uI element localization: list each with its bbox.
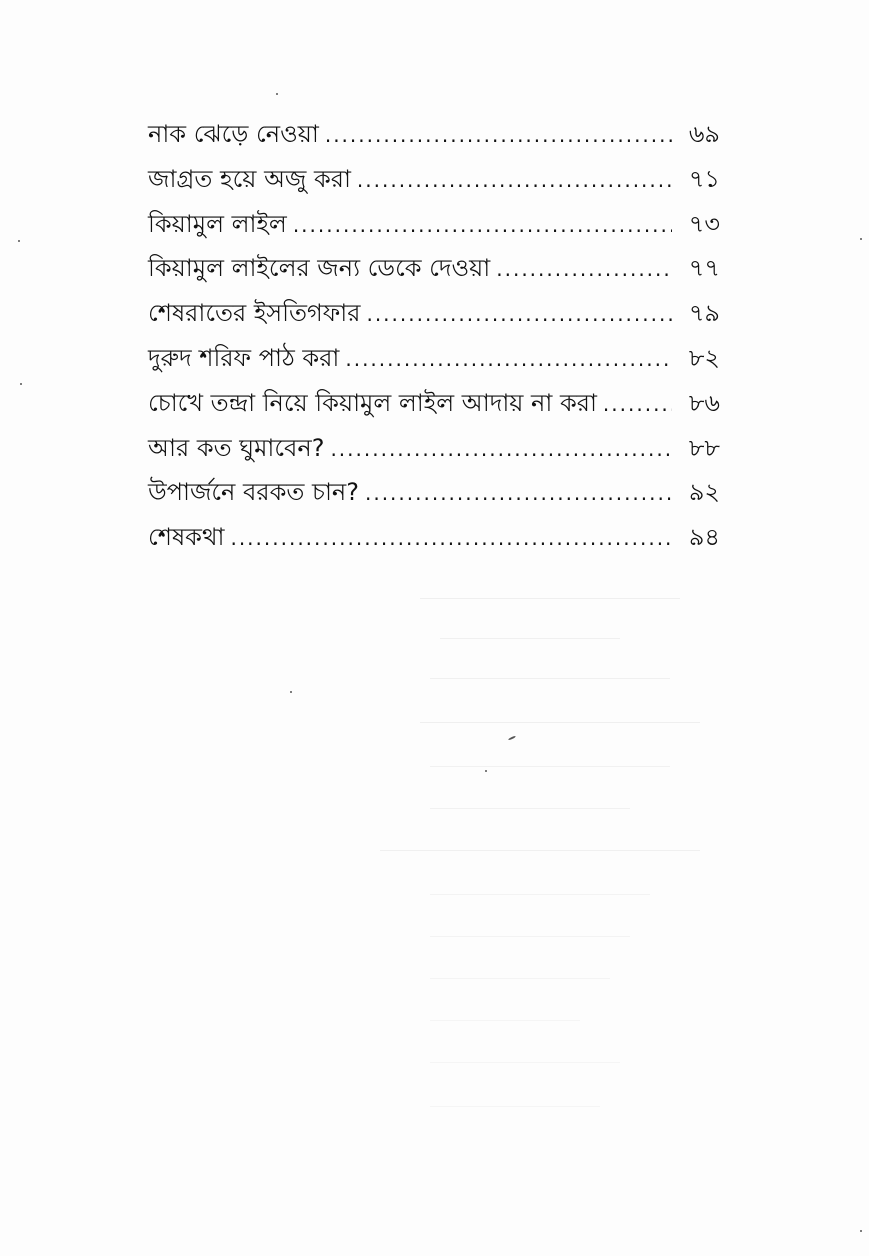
- dot-leader: [496, 247, 672, 292]
- toc-entry-page-number: ৮৮: [688, 433, 720, 462]
- dot-leader: [325, 113, 672, 158]
- dust-speck: [860, 1230, 862, 1232]
- dust-speck: [485, 770, 487, 772]
- dot-leader: [603, 382, 672, 427]
- toc-entry-title: আর কত ঘুমাবেন?: [148, 433, 325, 462]
- toc-entry-page-number: ৭৩: [688, 209, 720, 238]
- bleed-through-mark: [430, 798, 630, 809]
- bleed-through-mark: [430, 1010, 580, 1021]
- bleed-through-mark: [440, 628, 620, 639]
- dust-speck: [276, 93, 278, 95]
- toc-entry-title: কিয়ামুল লাইলের জন্য ডেকে দেওয়া: [148, 254, 491, 283]
- dot-leader: [330, 427, 672, 472]
- dot-leader: [230, 516, 672, 561]
- dot-leader: [293, 203, 672, 248]
- toc-entry-page-number: ৯২: [688, 478, 720, 507]
- toc-entry-title: কিয়ামুল লাইল: [148, 209, 287, 238]
- bleed-through-mark: [430, 926, 630, 937]
- toc-entry-title: শেষকথা: [148, 523, 225, 552]
- toc-entry-page-number: ৭৯: [688, 299, 720, 328]
- bleed-through-mark: [430, 1052, 620, 1063]
- toc-entry-title: জাগ্রত হয়ে অজু করা: [148, 164, 351, 193]
- dot-leader: [365, 471, 672, 516]
- dot-leader: [345, 337, 672, 382]
- toc-entry: [148, 336, 720, 381]
- bleed-through-mark: [430, 756, 670, 767]
- dust-speck: [290, 691, 292, 693]
- toc-entry: [148, 515, 720, 560]
- bleed-through-mark: [420, 712, 700, 723]
- toc-entry-title: শেষরাতের ইসতিগফার: [148, 299, 361, 328]
- toc-entry-page-number: ৮২: [688, 343, 720, 372]
- toc-entry-title: চোখে তন্দ্রা নিয়ে কিয়ামুল লাইল আদায় না করা: [148, 388, 597, 417]
- dot-leader: [357, 158, 672, 203]
- toc-entry-page-number: ৭৭: [688, 254, 720, 283]
- bleed-through-mark: [430, 1096, 600, 1107]
- toc-entry-page-number: ৭১: [688, 164, 720, 193]
- bleed-through-mark: [430, 668, 670, 679]
- toc-entry: [148, 426, 720, 471]
- toc-entry: [148, 246, 720, 291]
- dust-speck: [20, 383, 22, 385]
- dust-speck: [508, 735, 516, 740]
- dot-leader: [366, 292, 672, 337]
- toc-entry-title: নাক ঝেড়ে নেওয়া: [148, 120, 319, 148]
- bleed-through-mark: [430, 884, 650, 895]
- toc-entry-page-number: ৯৪: [688, 523, 720, 552]
- toc-entry-title: উপার্জনে বরকত চান?: [148, 478, 359, 507]
- toc-entry: [148, 470, 720, 515]
- toc-entry-title: দুরুদ শরিফ পাঠ করা: [148, 343, 340, 372]
- toc-entry: [148, 381, 720, 426]
- bleed-through-mark: [430, 968, 610, 979]
- toc-entry: [148, 202, 720, 247]
- toc-entry-page-number: ৮৬: [688, 388, 720, 417]
- dust-speck: [18, 240, 20, 242]
- toc-entry: [148, 112, 720, 157]
- table-of-contents: [148, 112, 720, 560]
- toc-entry-page-number: ৬৯: [688, 120, 720, 148]
- bleed-through-mark: [420, 588, 680, 599]
- toc-entry: [148, 157, 720, 202]
- bleed-through-mark: [380, 840, 700, 851]
- toc-entry: [148, 291, 720, 336]
- dust-speck: [860, 238, 862, 240]
